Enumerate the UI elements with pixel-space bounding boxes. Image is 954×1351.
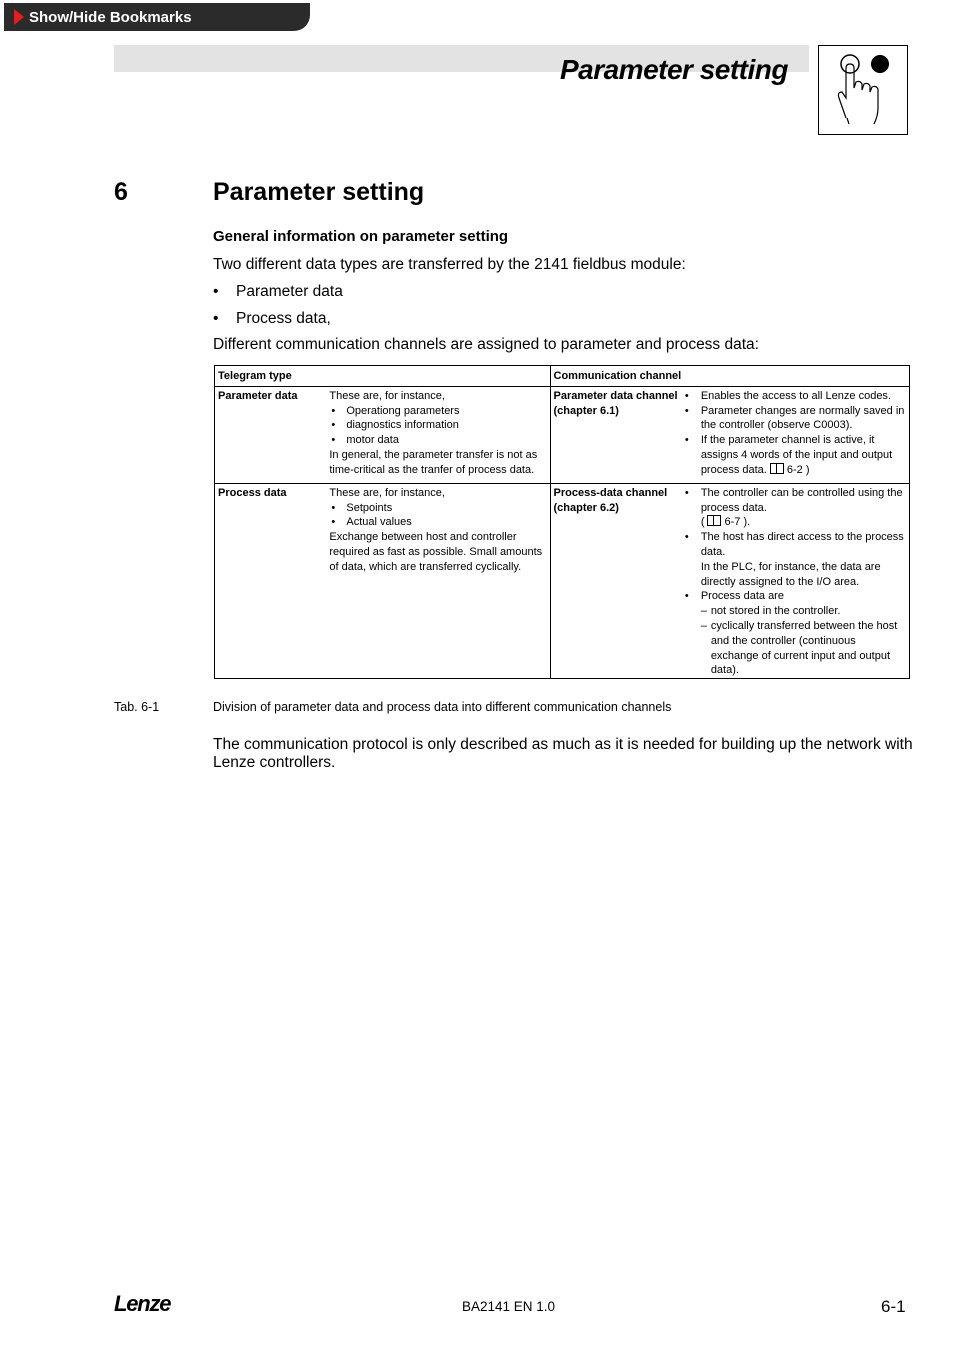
table-row	[215, 483, 910, 678]
book-reference-icon	[707, 515, 721, 526]
table-row	[215, 386, 910, 483]
table-caption-number: Tab. 6-1	[114, 700, 160, 714]
intro-paragraph: Two different data types are transferred by the 2141 fieldbus module:	[213, 256, 686, 273]
lenze-logo: Lenze	[114, 1291, 171, 1316]
chapter-number: 6	[114, 178, 128, 206]
list-item: • Process data,	[213, 310, 331, 327]
section-subheading: General information on parameter setting	[213, 228, 509, 245]
arrow-right-icon	[14, 9, 24, 25]
channel-name-cell: Process-data channel (chapter 6.2)	[550, 483, 682, 678]
chapter-title: Parameter setting	[213, 178, 425, 206]
telegram-type-cell: Process data	[215, 483, 327, 678]
header-title: Parameter setting	[559, 54, 788, 85]
bookmarks-label: Show/Hide Bookmarks	[29, 8, 192, 26]
hand-pressing-button-icon	[818, 45, 908, 135]
channel-table	[214, 365, 910, 679]
intro-paragraph-2: Different communication channels are assigned to parameter and process data:	[213, 336, 759, 353]
column-header: Communication channel	[550, 366, 910, 387]
book-reference-icon	[770, 463, 784, 474]
telegram-description-cell: These are, for instance, • Setpoints • Actual values Exchange between host and controller required as fast as possible. Small amounts of data, which are transferred cyclically.	[326, 483, 550, 678]
telegram-description-cell: These are, for instance, • Operationg parameters • diagnostics information • motor data In general, the parameter transfer is not as time-critical as the tranfer of process data.	[326, 386, 550, 483]
column-header: Telegram type	[215, 366, 551, 387]
channel-notes-cell: • The controller can be controlled using the process data. ( 6-7 ). • The host has direct access to the process data. In the PLC, for instance, the data are directly assigned to the I/O area. • Process data are – not stored in the controller. – cyclically transferred between the host and the controller (continuous exchange of current input and output data).	[682, 483, 910, 678]
table-caption: Division of parameter data and process data into different communication channels	[213, 700, 672, 714]
channel-name-cell: Parameter data channel (chapter 6.1)	[550, 386, 682, 483]
telegram-type-cell: Parameter data	[215, 386, 327, 483]
closing-paragraph: The communication protocol is only described as much as it is needed for building up the network with Lenze controllers.	[213, 736, 913, 771]
document-id: BA2141 EN 1.0	[462, 1299, 556, 1314]
page-number: 6-1	[881, 1297, 906, 1316]
show-hide-bookmarks-button[interactable]	[4, 3, 310, 31]
list-item: • Parameter data	[213, 283, 343, 300]
table-header-row	[215, 366, 910, 387]
channel-notes-cell: • Enables the access to all Lenze codes. • Parameter changes are normally saved in the controller (observe C0003). • If the parameter channel is active, it assigns 4 words of the input and output process data. 6-2 )	[682, 386, 910, 483]
